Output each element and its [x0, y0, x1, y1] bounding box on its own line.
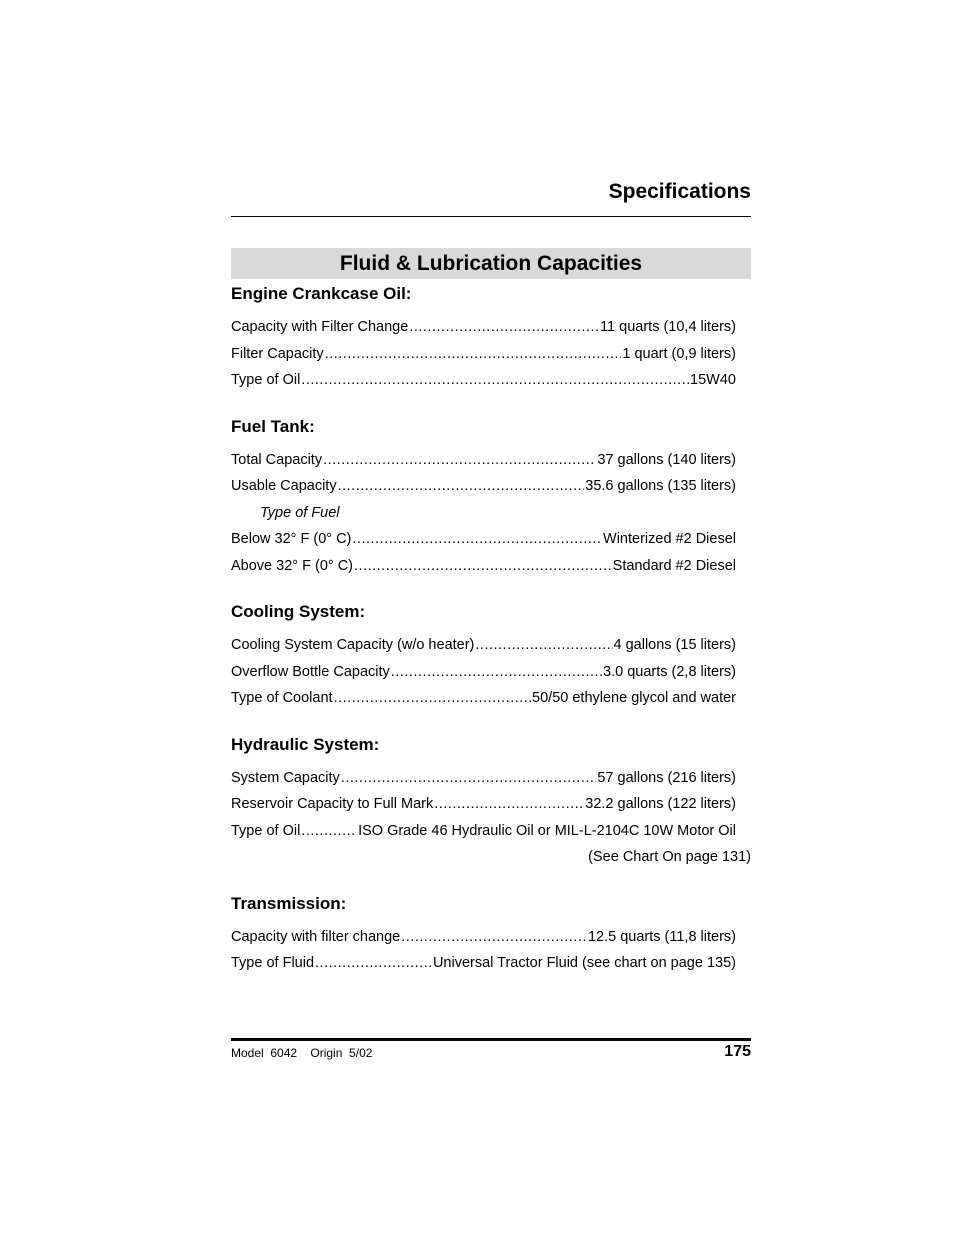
spec-row [231, 818, 736, 845]
dot-leader [475, 632, 612, 659]
specs-content [231, 280, 751, 999]
spec-value: 37 gallons (140 liters) [597, 451, 736, 468]
spec-label: Below 32° F (0° C) [231, 531, 352, 547]
header-divider [231, 216, 751, 217]
spec-label: Capacity with Filter Change [231, 319, 409, 335]
spec-value: 11 quarts (10,4 liters) [600, 319, 736, 335]
page-number: 175 [724, 1043, 751, 1060]
spec-row [231, 447, 736, 474]
spec-value: 32.2 gallons (122 liters) [585, 796, 736, 812]
spec-value: 12.5 quarts (11,8 liters) [587, 928, 736, 945]
chart-reference-note: (See Chart On page 131) [588, 849, 751, 865]
spec-row [231, 685, 736, 712]
dot-leader [409, 314, 599, 341]
spec-value: 1 quart (0,9 liters) [622, 345, 736, 362]
spec-label: Type of Oil [231, 822, 301, 839]
spec-value: 15W40 [690, 372, 736, 388]
spec-label: System Capacity [231, 769, 340, 786]
footer-divider [231, 1038, 751, 1041]
dot-leader [315, 950, 432, 977]
spec-row [231, 341, 736, 368]
spec-row [231, 473, 736, 500]
spec-row [231, 659, 736, 686]
dot-leader [391, 659, 602, 686]
spec-label: Overflow Bottle Capacity [231, 663, 390, 680]
spec-row [231, 791, 736, 818]
spec-value: 3.0 quarts (2,8 liters) [603, 663, 736, 680]
dot-leader [352, 526, 602, 553]
dot-leader [325, 341, 622, 368]
group-transmission [231, 893, 751, 977]
spec-value: Universal Tractor Fluid (see chart on page 135) [432, 955, 736, 971]
spec-value: Standard #2 Diesel [612, 557, 736, 574]
spec-label: Type of Fluid [231, 955, 315, 971]
spec-label: Type of Coolant [231, 690, 333, 706]
group-title: Engine Crankcase Oil: [231, 284, 412, 303]
dot-leader [338, 473, 585, 500]
section-heading: Fluid & Lubrication Capacities [231, 248, 751, 279]
group-title: Fuel Tank: [231, 416, 315, 436]
footer-model-info: Model 6042 Origin 5/02 [231, 1046, 373, 1060]
spec-label: Total Capacity [231, 451, 323, 468]
spec-label: Usable Capacity [231, 478, 337, 494]
dot-leader [334, 685, 531, 712]
dot-leader [301, 367, 689, 394]
spec-row [231, 950, 736, 977]
spec-label: Capacity with filter change [231, 928, 401, 945]
group-title: Cooling System: [231, 602, 366, 621]
group-engine-crankcase-oil [231, 283, 751, 394]
spec-value: ISO Grade 46 Hydraulic Oil or MIL-L-2104C 10W Motor Oil [358, 822, 736, 839]
dot-leader [341, 765, 597, 792]
spec-label: Reservoir Capacity to Full Mark [231, 796, 434, 812]
group-title: Hydraulic System: [231, 734, 380, 754]
spec-label: Filter Capacity [231, 345, 324, 362]
dot-leader [401, 924, 587, 951]
spec-label: Type of Oil [231, 372, 301, 388]
dot-leader [323, 447, 596, 474]
spec-label: Cooling System Capacity (w/o heater) [231, 637, 475, 653]
group-cooling-system [231, 601, 751, 712]
spec-value: 57 gallons (216 liters) [597, 769, 736, 786]
group-title: Transmission: [231, 893, 347, 913]
page-title: Specifications [608, 180, 751, 203]
spec-value: 35.6 gallons (135 liters) [585, 478, 736, 494]
spec-row [231, 314, 736, 341]
spec-row [231, 632, 736, 659]
fuel-type-subheading: Type of Fuel [260, 504, 340, 521]
spec-value: Winterized #2 Diesel [603, 531, 736, 547]
dot-leader [434, 791, 584, 818]
spec-value: 4 gallons (15 liters) [613, 637, 736, 653]
spec-row [231, 553, 736, 580]
spec-row [231, 526, 736, 553]
group-hydraulic-system [231, 734, 751, 871]
dot-leader [301, 818, 357, 845]
spec-value: 50/50 ethylene glycol and water [532, 690, 736, 706]
dot-leader [354, 553, 612, 580]
spec-row [231, 765, 736, 792]
group-fuel-tank [231, 416, 751, 580]
spec-row [231, 924, 736, 951]
spec-label: Above 32° F (0° C) [231, 557, 354, 574]
spec-row [231, 367, 736, 394]
